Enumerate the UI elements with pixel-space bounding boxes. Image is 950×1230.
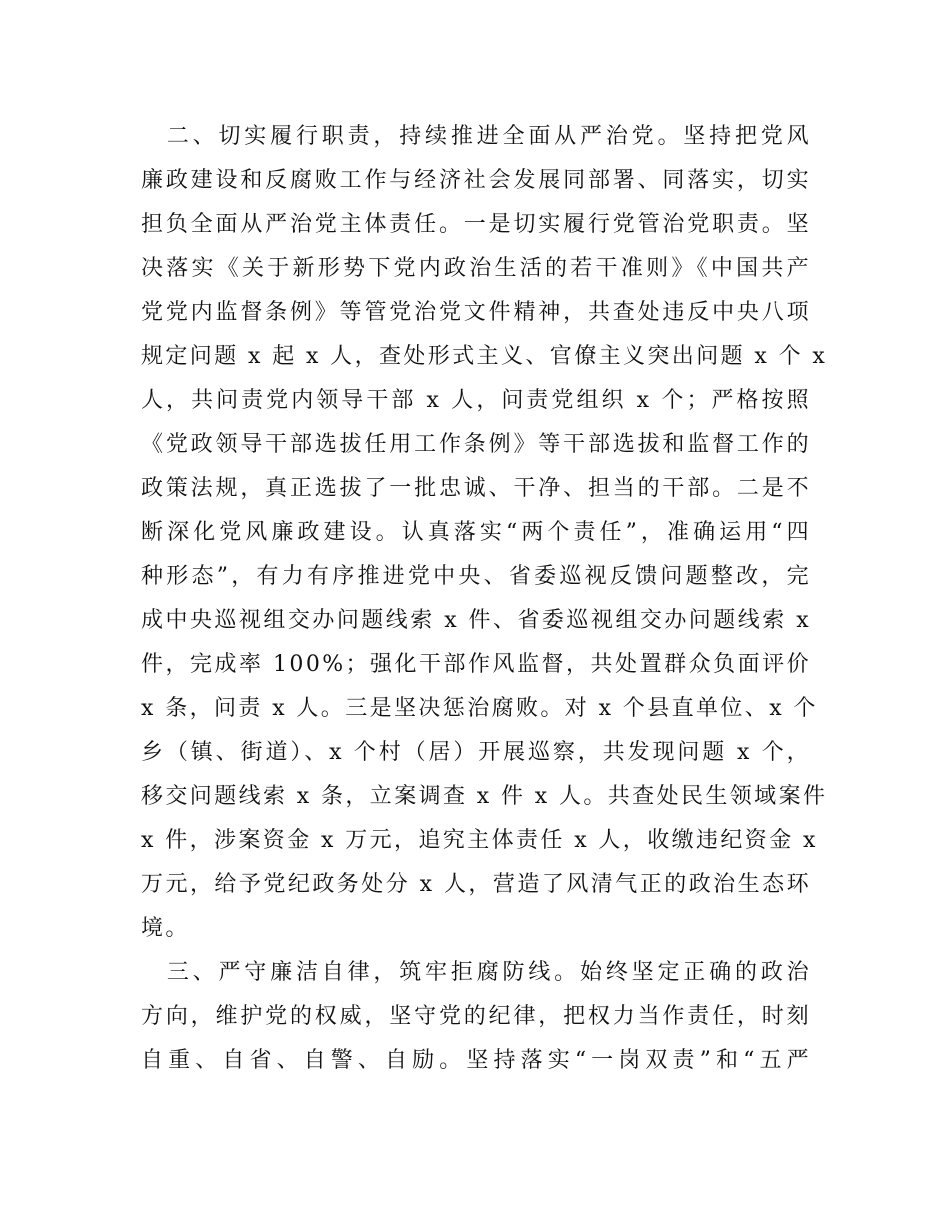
paragraph-section-two	[141, 115, 828, 951]
paragraph-section-three	[141, 951, 811, 1083]
text-line: x 件，涉案资金 x 万元，追究主体责任 x 人，收缴违纪资金 x	[141, 828, 818, 853]
text-line: 移交问题线索 x 条，立案调查 x 件 x 人。共查处民生领域案件	[141, 784, 828, 809]
text-line: 境。	[141, 916, 190, 941]
text-line: 《党政领导干部选拔任用工作条例》等干部选拔和监督工作的	[141, 432, 811, 457]
text-line: 政策法规，真正选拔了一批忠诚、干净、担当的干部。二是不	[141, 476, 811, 501]
text-line: 决落实《关于新形势下党内政治生活的若干准则》《中国共产	[141, 256, 811, 281]
text-line: 党党内监督条例》等管党治党文件精神，共查处违反中央八项	[141, 300, 811, 325]
text-line: 万元，给予党纪政务处分 x 人，营造了风清气正的政治生态环	[141, 872, 811, 897]
text-line: x 条，问责 x 人。三是坚决惩治腐败。对 x 个县直单位、x 个	[141, 696, 818, 721]
text-line: 方向，维护党的权威，坚守党的纪律，把权力当作责任，时刻	[141, 1004, 811, 1029]
text-line: 二、切实履行职责，持续推进全面从严治党。坚持把党风	[141, 124, 811, 149]
text-line: 规定问题 x 起 x 人，查处形式主义、官僚主义突出问题 x 个 x	[141, 344, 828, 369]
text-line: 成中央巡视组交办问题线索 x 件、省委巡视组交办问题线索 x	[141, 608, 811, 633]
text-line: 人，共问责党内领导干部 x 人，问责党组织 x 个；严格按照	[141, 388, 811, 413]
text-line: 件，完成率 100%；强化干部作风监督，共处置群众负面评价	[141, 652, 811, 677]
text-line: 三、严守廉洁自律，筑牢拒腐防线。始终坚定正确的政治	[141, 960, 811, 985]
text-line: 种形态”，有力有序推进党中央、省委巡视反馈问题整改，完	[141, 564, 811, 589]
text-line: 乡（镇、街道）、x 个村（居）开展巡察，共发现问题 x 个，	[141, 740, 811, 765]
text-line: 廉政建设和反腐败工作与经济社会发展同部署、同落实，切实	[141, 168, 811, 193]
text-line: 担负全面从严治党主体责任。一是切实履行党管治党职责。坚	[141, 212, 811, 237]
text-line: 自重、自省、自警、自励。坚持落实“一岗双责”和“五严	[141, 1048, 811, 1073]
text-line: 断深化党风廉政建设。认真落实“两个责任”，准确运用“四	[141, 520, 811, 545]
